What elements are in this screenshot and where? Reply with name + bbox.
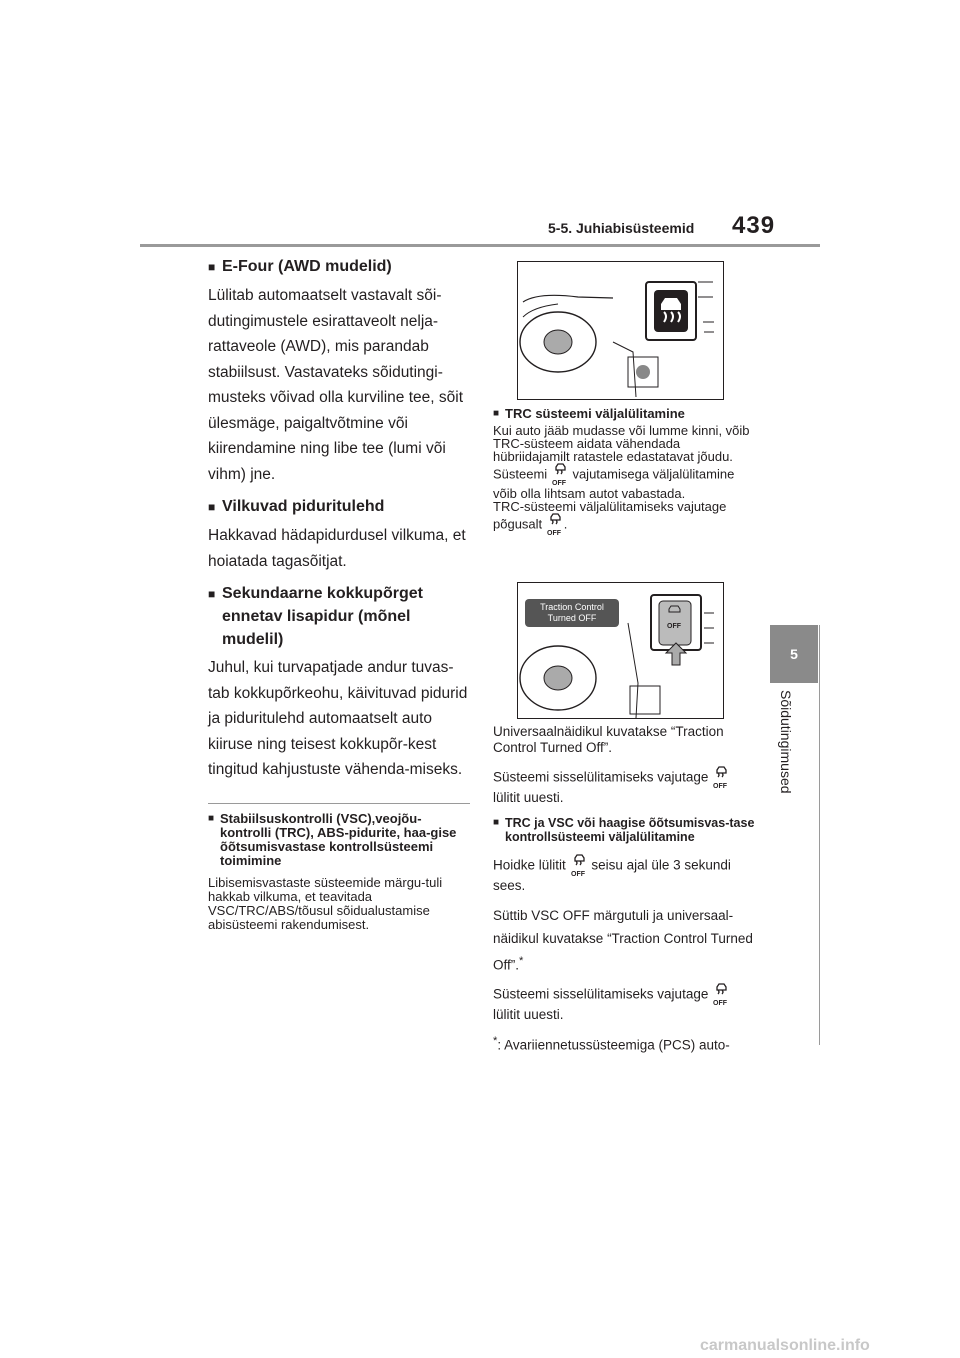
trc-text-1: Kui auto jääb mudasse või lumme kinni, võib TRC-süsteem aidata vähendada hübriidajamilt ratastele edastatavat jõudu. bbox=[493, 423, 750, 464]
slip-off-icon bbox=[570, 854, 588, 878]
bullet-square-icon: ■ bbox=[208, 260, 216, 274]
hold-text: Hoidke lülitit OFF seisu ajal üle 3 sekundi sees. bbox=[493, 854, 755, 894]
secondary-brake-text: Juhul, kui turvapatjade andur tuvas-tab kokkupõrkeohu, käivituvad pidurid ja piduritulehd automaatselt auto kiiruse ning teisest kokkupõr-kest tingitud kahjustuste vähenda-miseks. bbox=[208, 659, 468, 778]
right-column-lower bbox=[493, 724, 755, 1063]
brake-heading: ■ Vilkuvad piduritulehd bbox=[208, 495, 468, 519]
left-column bbox=[208, 255, 468, 932]
svg-text:OFF: OFF bbox=[713, 999, 728, 1007]
traction-control-message: Traction Control Turned OFF bbox=[525, 599, 619, 627]
bullet-square-icon: ■ bbox=[493, 408, 500, 419]
resume-text: Süsteemi sisselülitamiseks vajutage OFF lülitit uuesti. bbox=[493, 766, 755, 806]
lights-text: Süttib VSC OFF märgutuli ja universaal-näidikul kuvatakse “Traction Control Turned Off”.* bbox=[493, 908, 753, 973]
bullet-square-icon: ■ bbox=[493, 817, 500, 828]
bullet-square-icon: ■ bbox=[208, 812, 215, 824]
sidebar-rule bbox=[819, 625, 820, 1045]
watermark-site: carmanualsonline.info bbox=[700, 1337, 870, 1354]
secondary-brake-heading: ■ Sekundaarne kokkupõrget ennetav lisapidur (mõnel mudelil) bbox=[208, 582, 468, 651]
efour-heading: ■ E-Four (AWD mudelid) bbox=[208, 255, 468, 279]
resume-text-2: Süsteemi sisselülitamiseks vajutage OFF lülitit uuesti. bbox=[493, 983, 755, 1023]
slip-off-icon bbox=[712, 766, 730, 790]
trc-vsc-heading: ■ TRC ja VSC või haagise õõtsumisvas-tase kontrollsüsteemi väljalülitamine bbox=[493, 816, 755, 844]
svg-text:OFF: OFF bbox=[546, 530, 561, 537]
trc-text-2: Süsteemi OFF vajutamisega väljalülitamine võib olla lihtsam autot vabastada. bbox=[493, 463, 753, 500]
svg-text:OFF: OFF bbox=[713, 783, 728, 790]
bullet-square-icon: ■ bbox=[208, 500, 216, 514]
slip-off-icon bbox=[712, 983, 730, 1007]
svg-text:OFF: OFF bbox=[570, 871, 585, 878]
footnote: *: Avariiennetussüsteemiga (PCS) auto- bbox=[493, 1034, 730, 1052]
divider bbox=[208, 803, 470, 804]
slip-off-icon bbox=[551, 463, 569, 487]
universal-display-text: Universaalnäidikul kuvatakse “Traction Control Turned Off”. bbox=[493, 724, 724, 755]
dashboard-illustration bbox=[518, 262, 723, 399]
slip-off-icon bbox=[546, 513, 564, 537]
svg-text:OFF: OFF bbox=[551, 480, 566, 487]
right-column bbox=[493, 400, 753, 537]
trc-text-3: TRC-süsteemi väljalülitamiseks vajutage põgusalt OFF . bbox=[493, 499, 727, 537]
chapter-tab: 5 bbox=[770, 625, 818, 683]
chapter-title: Sõidutingimused bbox=[778, 690, 794, 794]
header-rule bbox=[140, 244, 820, 247]
section-title: 5-5. Juhiabisüsteemid bbox=[548, 220, 695, 236]
vsc-text: Libisemisvastaste süsteemide märgu-tuli hakkab vilkuma, et teavitada VSC/TRC/ABS/tõusul sõidualustamise abisüsteemi rakendumisest. bbox=[208, 874, 443, 932]
dashboard-figure-trc-button bbox=[517, 261, 724, 400]
brake-text: Hakkavad hädapidurdusel vilkuma, et hoiatada tagasõitjat. bbox=[208, 527, 466, 570]
bullet-square-icon: ■ bbox=[208, 587, 216, 601]
vsc-heading: ■ Stabiilsuskontrolli (VSC),veojõu-kontrolli (TRC), ABS-pidurite, haa-gise õõtsumisvastase kontrollsüsteemi toimimine bbox=[208, 810, 457, 868]
svg-text:OFF: OFF bbox=[667, 623, 681, 630]
dashboard-figure-trc-off bbox=[517, 582, 724, 719]
efour-text: Lülitab automaatselt vastavalt sõi-dutingimustele esirattaveolt nelja-rattaveole (AWD), mis parandab stabiilsust. Vastavateks sõidutingi-musteks võivad olla kurviline tee, sõit ülesmäge, paigaltvõtmine või kiirendamine ning libe tee (lumi või vihm) jne. bbox=[208, 287, 464, 483]
page-number: 439 bbox=[732, 212, 776, 239]
trc-heading: ■ TRC süsteemi väljalülitamine bbox=[493, 406, 685, 421]
